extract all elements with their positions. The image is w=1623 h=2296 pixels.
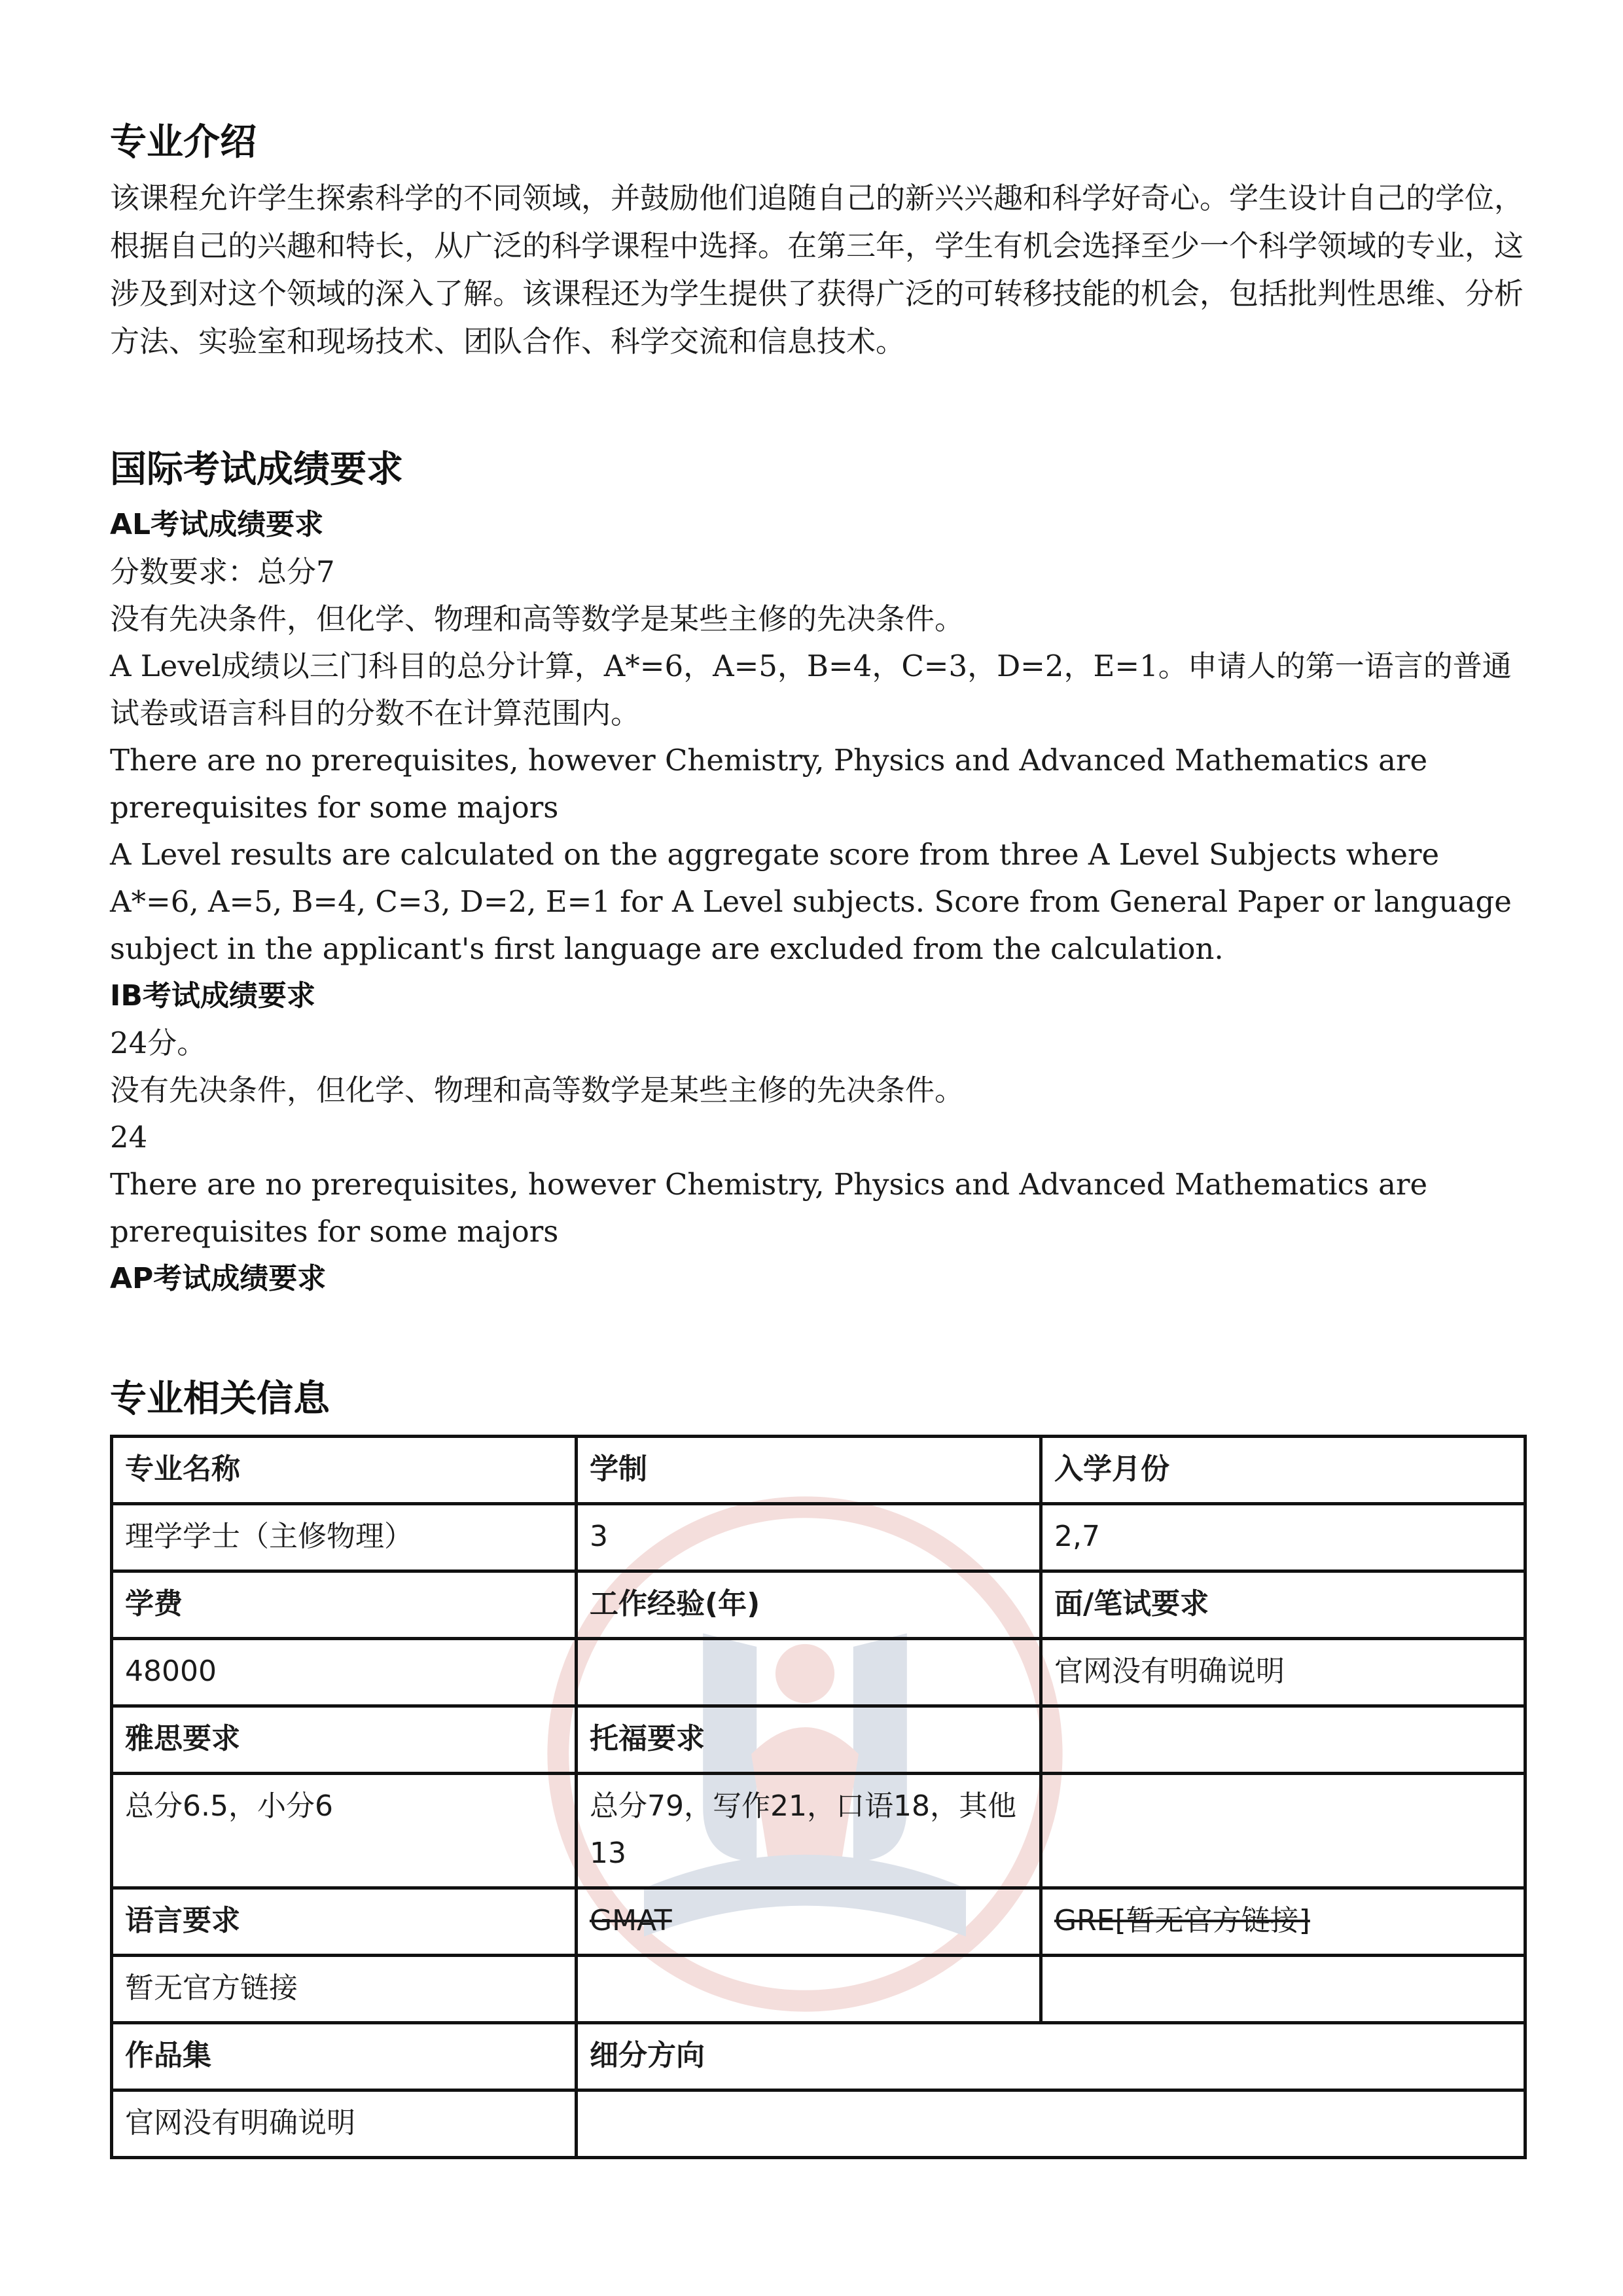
al-title: AL考试成绩要求	[110, 508, 324, 541]
value-cell: 48000	[112, 1639, 577, 1706]
header-cell: 入学月份	[1041, 1437, 1525, 1504]
header-cell: 面/笔试要求	[1041, 1571, 1525, 1639]
table-row	[112, 1504, 1525, 1571]
table-row	[112, 1437, 1525, 1504]
value-cell: 理学学士（主修物理）	[112, 1504, 577, 1571]
value-cell	[1041, 1956, 1525, 2023]
table-row	[112, 1888, 1525, 1956]
table-row	[112, 1706, 1525, 1774]
page	[110, 111, 1524, 2159]
ib-line: 24	[110, 1120, 148, 1155]
table-row	[112, 1956, 1525, 2023]
info-title: 专业相关信息	[110, 1378, 330, 1420]
value-cell: 总分6.5，小分6	[112, 1774, 577, 1888]
exam-section	[110, 439, 1524, 1302]
ib-line: There are no prerequisites, however Chemistry, Physics and Advanced Mathematics are prerequisites for some majors	[110, 1167, 1428, 1249]
al-line: A Level成绩以三门科目的总分计算，A*=6，A=5，B=4，C=3，D=2，E=1。申请人的第一语言的普通试卷或语言科目的分数不在计算范围内。	[110, 649, 1512, 730]
value-cell: 暂无官方链接	[112, 1956, 577, 2023]
header-cell-strikethrough: GRE[暂无官方链接]	[1041, 1888, 1525, 1956]
al-line: 没有先决条件，但化学、物理和高等数学是某些主修的先决条件。	[110, 601, 965, 636]
header-cell	[1041, 1706, 1525, 1774]
value-cell: 总分79，写作21，口语18，其他13	[577, 1774, 1041, 1888]
header-cell: 学制	[577, 1437, 1041, 1504]
header-cell: 学费	[112, 1571, 577, 1639]
al-line: 分数要求：总分7	[110, 554, 335, 589]
header-cell: 雅思要求	[112, 1706, 577, 1774]
header-cell: 作品集	[112, 2023, 577, 2090]
ib-line: 没有先决条件，但化学、物理和高等数学是某些主修的先决条件。	[110, 1073, 965, 1107]
header-cell: 细分方向	[577, 2023, 1525, 2090]
intro-title: 专业介绍	[110, 121, 257, 164]
ib-title: IB考试成绩要求	[110, 979, 315, 1013]
al-line: There are no prerequisites, however Chemistry, Physics and Advanced Mathematics are prerequisites for some majors	[110, 743, 1428, 825]
ap-title: AP考试成绩要求	[110, 1262, 327, 1295]
value-cell: 2,7	[1041, 1504, 1525, 1571]
exam-title: 国际考试成绩要求	[110, 448, 403, 491]
header-cell: 语言要求	[112, 1888, 577, 1956]
intro-section	[110, 111, 1524, 365]
info-table	[110, 1435, 1527, 2159]
info-section	[110, 1368, 1524, 2159]
table-row	[112, 1774, 1525, 1888]
value-cell	[577, 1956, 1041, 2023]
header-cell: 专业名称	[112, 1437, 577, 1504]
table-row	[112, 2090, 1525, 2158]
value-cell	[577, 1639, 1041, 1706]
header-cell-strikethrough: GMAT	[577, 1888, 1041, 1956]
value-cell	[1041, 1774, 1525, 1888]
header-cell: 工作经验(年)	[577, 1571, 1041, 1639]
table-row	[112, 1639, 1525, 1706]
header-cell: 托福要求	[577, 1706, 1041, 1774]
value-cell: 3	[577, 1504, 1041, 1571]
value-cell	[577, 2090, 1525, 2158]
table-row	[112, 2023, 1525, 2090]
al-line: A Level results are calculated on the aggregate score from three A Level Subjects where A*=6, A=5, B=4, C=3, D=2, E=1 for A Level subjects. Score from General Paper or language subject in the applicant's first language are excluded from the calculation.	[110, 837, 1512, 966]
table-row	[112, 1571, 1525, 1639]
value-cell: 官网没有明确说明	[112, 2090, 577, 2158]
ib-line: 24分。	[110, 1026, 207, 1060]
intro-body: 该课程允许学生探索科学的不同领域，并鼓励他们追随自己的新兴兴趣和科学好奇心。学生设计自己的学位，根据自己的兴趣和特长，从广泛的科学课程中选择。在第三年，学生有机会选择至少一个科学领域的专业，这涉及到对这个领域的深入了解。该课程还为学生提供了获得广泛的可转移技能的机会，包括批判性思维、分析方法、实验室和现场技术、团队合作、科学交流和信息技术。	[110, 181, 1524, 359]
value-cell: 官网没有明确说明	[1041, 1639, 1525, 1706]
